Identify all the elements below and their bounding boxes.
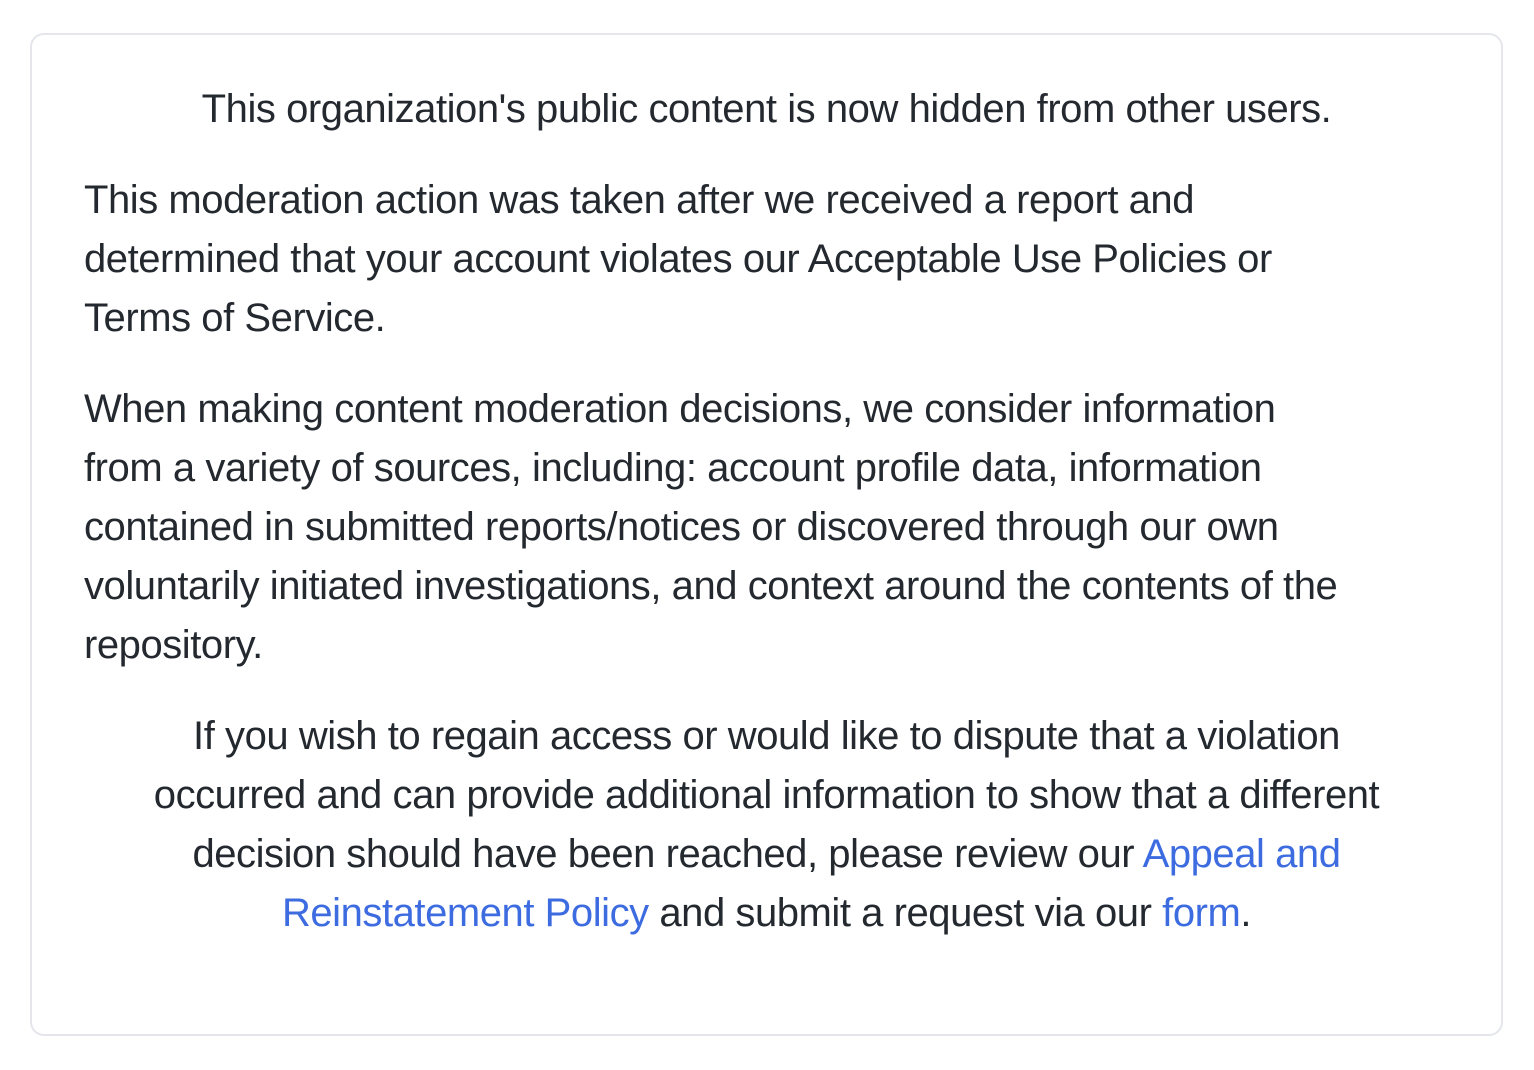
- text-line: from a variety of sources, including: account profile data, information: [84, 446, 1262, 490]
- text-line: repository.: [84, 623, 263, 667]
- text-line: If you wish to regain access or would like to dispute that a violation: [193, 714, 1340, 758]
- text-line: This moderation action was taken after we received a report and: [84, 178, 1195, 222]
- text-line: voluntarily initiated investigations, and context around the contents of the: [84, 564, 1338, 608]
- moderation-action-paragraph: [84, 171, 1449, 348]
- text-line: Terms of Service.: [84, 296, 386, 340]
- text-line: [84, 884, 1449, 943]
- appeal-text-segment: decision should have been reached, please review our: [192, 832, 1143, 876]
- appeal-instructions-paragraph: [84, 707, 1449, 943]
- text-line: contained in submitted reports/notices or discovered through our own: [84, 505, 1279, 549]
- notice-text-line: This organization's public content is now hidden from other users.: [201, 87, 1332, 131]
- appeal-policy-link[interactable]: Appeal and: [1142, 832, 1341, 876]
- text-line: determined that your account violates our Acceptable Use Policies or: [84, 237, 1272, 281]
- content-hidden-notice-paragraph: [84, 80, 1449, 139]
- text-line: [84, 825, 1449, 884]
- appeal-text-segment: and submit a request via our: [648, 891, 1163, 935]
- moderation-notice-card: [30, 33, 1503, 1036]
- appeal-policy-link-continued[interactable]: Reinstatement Policy: [281, 891, 649, 935]
- appeal-form-link[interactable]: form: [1162, 891, 1241, 935]
- sentence-period: .: [1240, 891, 1252, 935]
- decision-process-paragraph: [84, 380, 1449, 675]
- text-line: When making content moderation decisions, we consider information: [84, 387, 1276, 431]
- text-line: occurred and can provide additional information to show that a different: [153, 773, 1380, 817]
